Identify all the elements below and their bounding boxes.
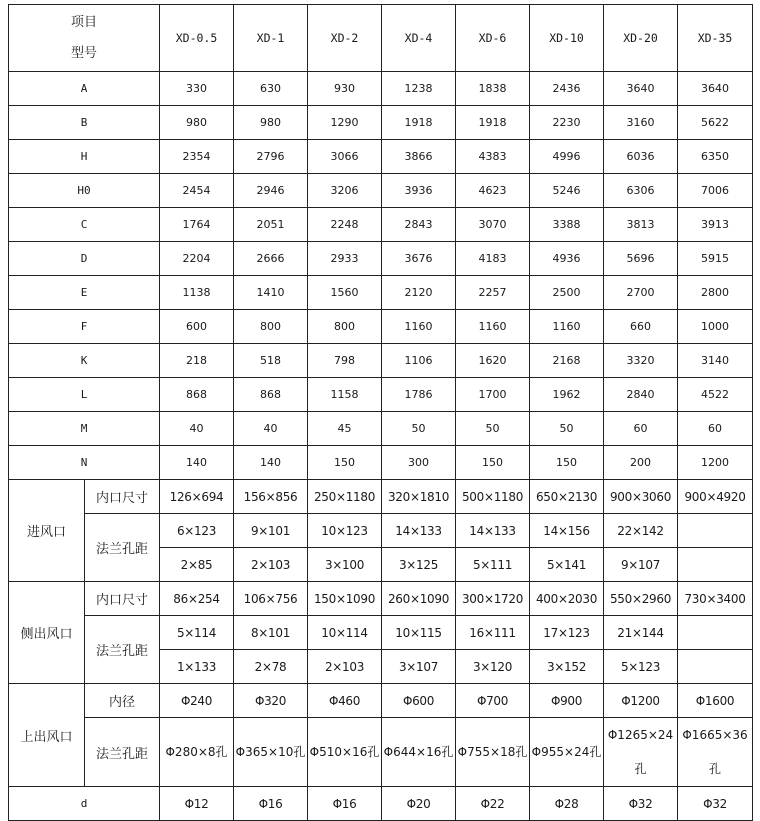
value-cell: 2×78 [234, 650, 308, 684]
dimension-row [9, 174, 753, 208]
value-cell: 320×1810 [382, 480, 456, 514]
value-cell: 9×107 [604, 548, 678, 582]
value-cell: 800 [234, 310, 308, 344]
row-label: F [9, 310, 160, 344]
value-cell: 5622 [678, 106, 753, 140]
value-cell: Φ755×18孔 [456, 718, 530, 787]
value-cell: 126×694 [160, 480, 234, 514]
row-label: B [9, 106, 160, 140]
value-cell: 1160 [530, 310, 604, 344]
value-cell: 3866 [382, 140, 456, 174]
dimension-row [9, 344, 753, 378]
value-cell: 3160 [604, 106, 678, 140]
value-cell: 22×142 [604, 514, 678, 548]
value-cell: 798 [308, 344, 382, 378]
inlet-flange-row [9, 514, 753, 548]
value-cell: 86×254 [160, 582, 234, 616]
model-header: XD-20 [604, 5, 678, 72]
value-cell: 3813 [604, 208, 678, 242]
value-cell: Φ460 [308, 684, 382, 718]
d-row [9, 787, 753, 821]
model-header: XD-4 [382, 5, 456, 72]
value-cell: Φ16 [308, 787, 382, 821]
value-cell: 3×100 [308, 548, 382, 582]
header-row [9, 5, 753, 72]
value-cell: Φ320 [234, 684, 308, 718]
value-cell: 2436 [530, 72, 604, 106]
value-cell: Φ1200 [604, 684, 678, 718]
value-cell: 150 [456, 446, 530, 480]
side_outlet-flange-row [9, 616, 753, 650]
value-cell [678, 548, 753, 582]
value-cell: 4936 [530, 242, 604, 276]
value-cell: 900×4920 [678, 480, 753, 514]
value-cell: 2800 [678, 276, 753, 310]
corner-top-label: 项目 [71, 15, 98, 30]
value-cell: 3×152 [530, 650, 604, 684]
value-cell: 50 [456, 412, 530, 446]
value-cell: 3×107 [382, 650, 456, 684]
spec-table-body [9, 5, 753, 821]
row-label: H0 [9, 174, 160, 208]
row-label: A [9, 72, 160, 106]
value-cell: 300×1720 [456, 582, 530, 616]
value-cell: 2700 [604, 276, 678, 310]
value-cell: 1410 [234, 276, 308, 310]
value-cell: 2230 [530, 106, 604, 140]
value-cell: 218 [160, 344, 234, 378]
value-cell: 2946 [234, 174, 308, 208]
value-cell: 1290 [308, 106, 382, 140]
value-cell: 150×1090 [308, 582, 382, 616]
top-outlet-flange-row [9, 718, 753, 787]
dimension-row [9, 72, 753, 106]
value-cell: 10×123 [308, 514, 382, 548]
value-cell: 4183 [456, 242, 530, 276]
dimension-row [9, 310, 753, 344]
side_outlet-size-row [9, 582, 753, 616]
value-cell: Φ510×16孔 [308, 718, 382, 787]
value-cell: 1000 [678, 310, 753, 344]
value-cell: 40 [234, 412, 308, 446]
value-cell: 6350 [678, 140, 753, 174]
value-cell: 518 [234, 344, 308, 378]
value-cell: 8×101 [234, 616, 308, 650]
value-cell: 106×756 [234, 582, 308, 616]
value-cell: 800 [308, 310, 382, 344]
value-cell: 10×114 [308, 616, 382, 650]
value-cell [678, 514, 753, 548]
value-cell: Φ22 [456, 787, 530, 821]
value-cell: 3320 [604, 344, 678, 378]
value-cell: 17×123 [530, 616, 604, 650]
value-cell: 40 [160, 412, 234, 446]
value-cell: 1160 [456, 310, 530, 344]
value-cell: 1160 [382, 310, 456, 344]
value-cell: 2500 [530, 276, 604, 310]
value-cell: 330 [160, 72, 234, 106]
dimension-row [9, 412, 753, 446]
value-cell: 7006 [678, 174, 753, 208]
value-cell: 6×123 [160, 514, 234, 548]
value-cell: 3388 [530, 208, 604, 242]
value-cell: 60 [678, 412, 753, 446]
value-cell: 2248 [308, 208, 382, 242]
value-cell: 2204 [160, 242, 234, 276]
value-cell: 3×120 [456, 650, 530, 684]
value-cell: Φ365×10孔 [234, 718, 308, 787]
value-cell: 150 [308, 446, 382, 480]
value-cell: Φ28 [530, 787, 604, 821]
model-header: XD-6 [456, 5, 530, 72]
value-cell: 5×111 [456, 548, 530, 582]
value-cell: 5×141 [530, 548, 604, 582]
value-cell: 5696 [604, 242, 678, 276]
value-cell: 1918 [456, 106, 530, 140]
model-header: XD-35 [678, 5, 753, 72]
value-cell: 2257 [456, 276, 530, 310]
value-cell: 2120 [382, 276, 456, 310]
value-cell: Φ700 [456, 684, 530, 718]
value-cell: 1962 [530, 378, 604, 412]
sub-label: 内口尺寸 [85, 480, 160, 514]
value-cell: 9×101 [234, 514, 308, 548]
value-cell: 2796 [234, 140, 308, 174]
value-cell: 150 [530, 446, 604, 480]
value-cell: 2×85 [160, 548, 234, 582]
row-label: L [9, 378, 160, 412]
value-cell: 1764 [160, 208, 234, 242]
model-header: XD-2 [308, 5, 382, 72]
dimension-row [9, 446, 753, 480]
value-cell: 1138 [160, 276, 234, 310]
value-cell: 260×1090 [382, 582, 456, 616]
value-cell: 1700 [456, 378, 530, 412]
value-cell: Φ32 [604, 787, 678, 821]
value-cell: Φ644×16孔 [382, 718, 456, 787]
value-cell: 600 [160, 310, 234, 344]
value-cell: 3640 [678, 72, 753, 106]
inlet-size-row [9, 480, 753, 514]
value-cell: 2840 [604, 378, 678, 412]
spec-table [8, 4, 753, 821]
value-cell: 3066 [308, 140, 382, 174]
value-cell: 14×156 [530, 514, 604, 548]
value-cell: 2051 [234, 208, 308, 242]
value-cell [678, 616, 753, 650]
value-cell: 10×115 [382, 616, 456, 650]
value-cell: 6306 [604, 174, 678, 208]
value-cell: 4623 [456, 174, 530, 208]
value-cell: 6036 [604, 140, 678, 174]
value-cell: Φ900 [530, 684, 604, 718]
value-cell: Φ1265×24孔 [604, 718, 678, 787]
side-outlet-group-label: 侧出风口 [9, 582, 85, 684]
value-cell: 3140 [678, 344, 753, 378]
value-cell: 400×2030 [530, 582, 604, 616]
value-cell: 3676 [382, 242, 456, 276]
value-cell: 45 [308, 412, 382, 446]
value-cell: Φ240 [160, 684, 234, 718]
value-cell: 21×144 [604, 616, 678, 650]
value-cell: Φ1600 [678, 684, 753, 718]
row-label: M [9, 412, 160, 446]
value-cell: 156×856 [234, 480, 308, 514]
value-cell: Φ20 [382, 787, 456, 821]
inlet-group-label: 进风口 [9, 480, 85, 582]
value-cell: 868 [234, 378, 308, 412]
sub-label: 内径 [85, 684, 160, 718]
dimension-row [9, 140, 753, 174]
value-cell: 50 [382, 412, 456, 446]
value-cell: 2168 [530, 344, 604, 378]
value-cell: 4522 [678, 378, 753, 412]
value-cell: Φ280×8孔 [160, 718, 234, 787]
value-cell: 1560 [308, 276, 382, 310]
value-cell: 630 [234, 72, 308, 106]
row-label: E [9, 276, 160, 310]
dimension-row [9, 276, 753, 310]
model-header: XD-10 [530, 5, 604, 72]
value-cell: 2354 [160, 140, 234, 174]
value-cell: 3936 [382, 174, 456, 208]
row-label: d [9, 787, 160, 821]
sub-label: 法兰孔距 [85, 718, 160, 787]
row-label: C [9, 208, 160, 242]
value-cell: 930 [308, 72, 382, 106]
value-cell: 980 [234, 106, 308, 140]
sub-label: 法兰孔距 [85, 616, 160, 684]
value-cell: 2×103 [234, 548, 308, 582]
model-header: XD-1 [234, 5, 308, 72]
value-cell: 980 [160, 106, 234, 140]
value-cell: 14×133 [382, 514, 456, 548]
value-cell: 1×133 [160, 650, 234, 684]
row-label: N [9, 446, 160, 480]
value-cell: 1238 [382, 72, 456, 106]
value-cell [678, 650, 753, 684]
value-cell: 4996 [530, 140, 604, 174]
value-cell: 730×3400 [678, 582, 753, 616]
value-cell: 1106 [382, 344, 456, 378]
row-label: K [9, 344, 160, 378]
dimension-row [9, 378, 753, 412]
row-label: D [9, 242, 160, 276]
value-cell: 868 [160, 378, 234, 412]
model-header: XD-0.5 [160, 5, 234, 72]
corner-bottom-label: 型号 [71, 46, 98, 61]
value-cell: 140 [234, 446, 308, 480]
value-cell: 16×111 [456, 616, 530, 650]
value-cell: Φ12 [160, 787, 234, 821]
value-cell: 1620 [456, 344, 530, 378]
value-cell: 50 [530, 412, 604, 446]
value-cell: 5×123 [604, 650, 678, 684]
value-cell: 500×1180 [456, 480, 530, 514]
value-cell: 900×3060 [604, 480, 678, 514]
top-outlet-group-label: 上出风口 [9, 684, 85, 787]
value-cell: Φ16 [234, 787, 308, 821]
value-cell: 550×2960 [604, 582, 678, 616]
value-cell: 3913 [678, 208, 753, 242]
value-cell: 2933 [308, 242, 382, 276]
value-cell: 2454 [160, 174, 234, 208]
sub-label: 内口尺寸 [85, 582, 160, 616]
corner-header-cell [9, 5, 160, 72]
value-cell: 5×114 [160, 616, 234, 650]
value-cell: 3×125 [382, 548, 456, 582]
dimension-row [9, 208, 753, 242]
value-cell: Φ32 [678, 787, 753, 821]
value-cell: 1918 [382, 106, 456, 140]
value-cell: 200 [604, 446, 678, 480]
sub-label: 法兰孔距 [85, 514, 160, 582]
value-cell: 140 [160, 446, 234, 480]
value-cell: Φ600 [382, 684, 456, 718]
top-outlet-diameter-row [9, 684, 753, 718]
dimension-row [9, 242, 753, 276]
value-cell: 60 [604, 412, 678, 446]
value-cell: 3206 [308, 174, 382, 208]
value-cell: 4383 [456, 140, 530, 174]
row-label: H [9, 140, 160, 174]
value-cell: Φ955×24孔 [530, 718, 604, 787]
value-cell: 2666 [234, 242, 308, 276]
value-cell: 1838 [456, 72, 530, 106]
value-cell: 5915 [678, 242, 753, 276]
value-cell: 300 [382, 446, 456, 480]
value-cell: 3070 [456, 208, 530, 242]
value-cell: 3640 [604, 72, 678, 106]
value-cell: 5246 [530, 174, 604, 208]
value-cell: 250×1180 [308, 480, 382, 514]
value-cell: 1200 [678, 446, 753, 480]
value-cell: 1786 [382, 378, 456, 412]
value-cell: 2×103 [308, 650, 382, 684]
value-cell: 2843 [382, 208, 456, 242]
value-cell: Φ1665×36孔 [678, 718, 753, 787]
value-cell: 650×2130 [530, 480, 604, 514]
value-cell: 1158 [308, 378, 382, 412]
value-cell: 14×133 [456, 514, 530, 548]
value-cell: 660 [604, 310, 678, 344]
dimension-row [9, 106, 753, 140]
